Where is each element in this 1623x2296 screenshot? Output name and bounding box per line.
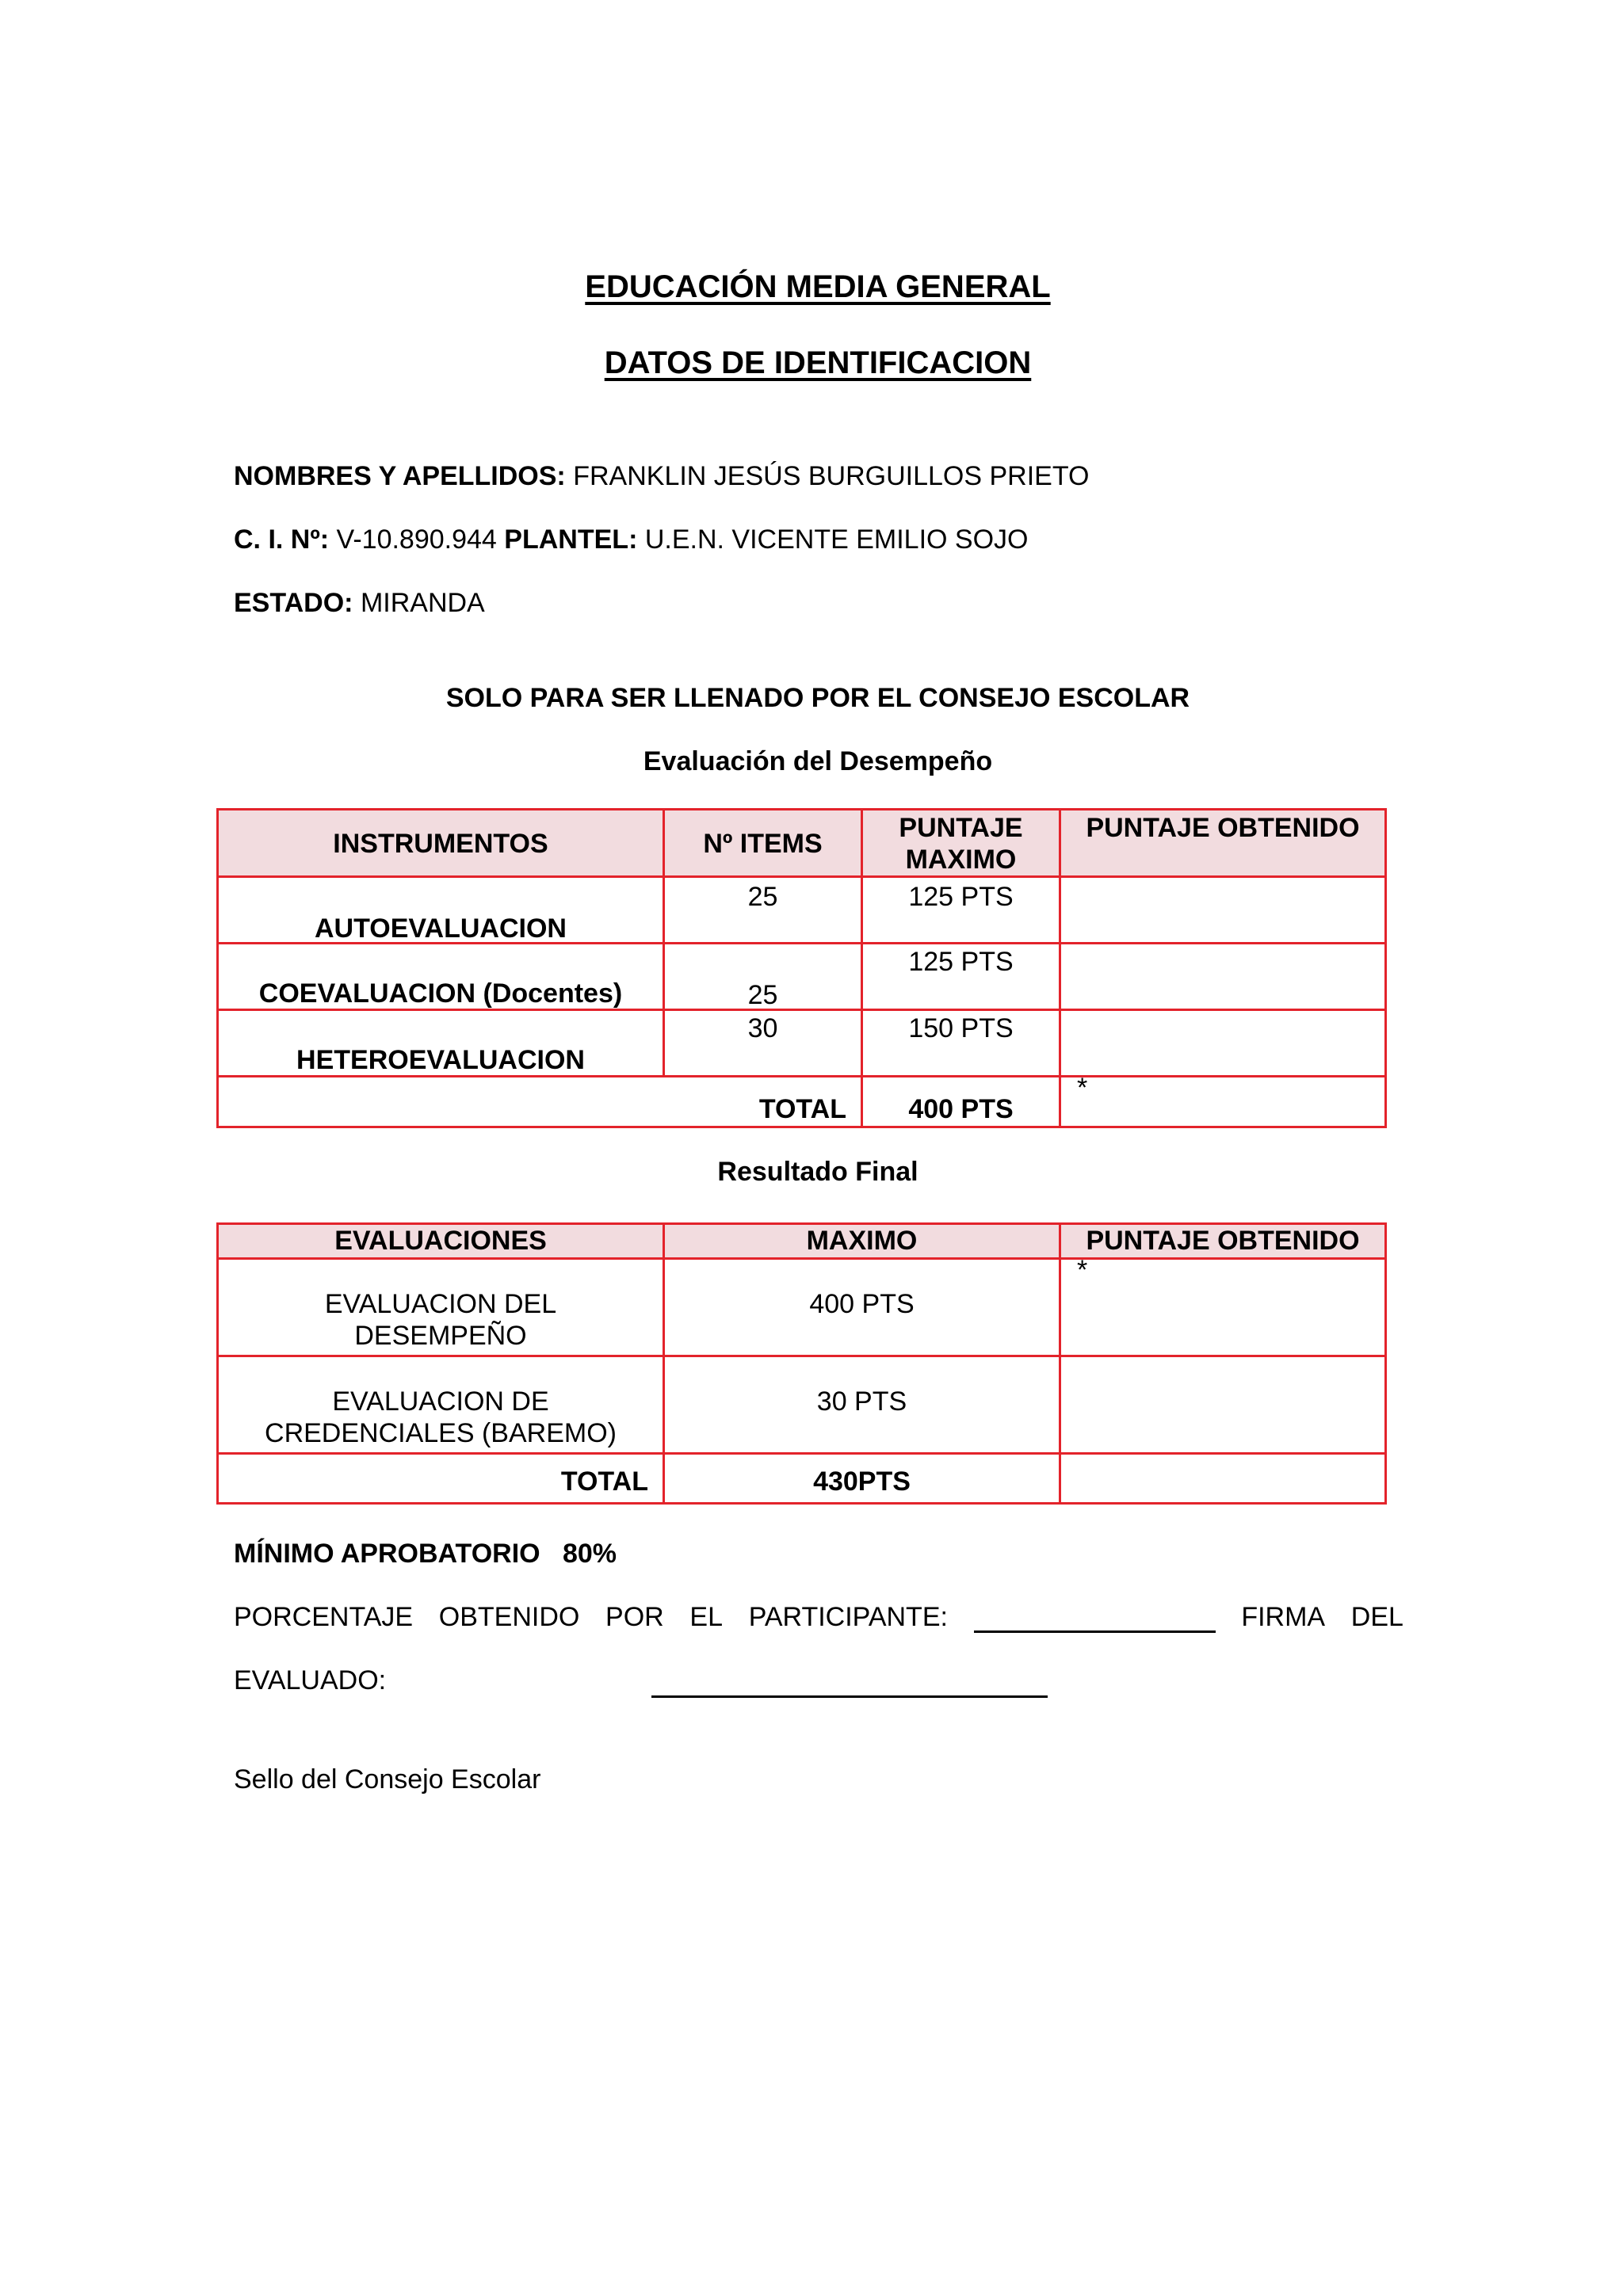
header-max-line2: MAXIMO	[905, 845, 1017, 875]
evaluation-name-line1: EVALUACION DEL	[324, 1289, 557, 1319]
table-row	[218, 877, 1386, 944]
table-row	[218, 1010, 1386, 1077]
ci-label: C. I. Nº:	[234, 524, 330, 555]
header-items-cell	[664, 810, 862, 877]
minimum-value: 80%	[562, 1539, 617, 1569]
signature-blank-field[interactable]	[651, 1667, 1048, 1698]
instrument-max: 125 PTS	[908, 882, 1014, 912]
obtained-score-cell	[1060, 877, 1386, 944]
evaluation-name-line2: CREDENCIALES (BAREMO)	[265, 1418, 617, 1448]
final-obtained-cell	[1060, 1255, 1386, 1356]
evaluation-name-line1: EVALUACION DE	[332, 1386, 549, 1417]
total-max: 400 PTS	[908, 1094, 1014, 1124]
header-items: Nº ITEMS	[703, 829, 823, 859]
table-row	[218, 944, 1386, 1010]
final-obtained-cell	[1060, 1356, 1386, 1454]
total-label: TOTAL	[758, 1094, 846, 1124]
header-final-max: MAXIMO	[806, 1226, 918, 1256]
header-max-cell	[862, 810, 1060, 877]
document-title: EDUCACIÓN MEDIA GENERAL	[585, 269, 1051, 304]
instrument-items: 25	[747, 980, 778, 1010]
final-header-row	[218, 1224, 1386, 1259]
instrument-items: 25	[747, 882, 778, 912]
evaluation-name-line2: DESEMPEÑO	[354, 1321, 527, 1351]
percent-word: POR	[605, 1602, 664, 1632]
header-obtained: PUNTAJE OBTENIDO	[1086, 813, 1360, 843]
table-row	[218, 1259, 1386, 1356]
estado-label: ESTADO:	[234, 588, 353, 618]
minimum-label: MÍNIMO APROBATORIO	[234, 1539, 540, 1569]
instrument-name: COEVALUACION (Docentes)	[258, 978, 623, 1009]
evaluation-mark: *	[1077, 1255, 1088, 1285]
header-instruments: INSTRUMENTOS	[333, 829, 548, 859]
instrument-max: 150 PTS	[908, 1013, 1014, 1043]
percentage-signature-line	[234, 1602, 1403, 1633]
evaluation-max: 30 PTS	[816, 1386, 907, 1417]
plantel-value: U.E.N. VICENTE EMILIO SOJO	[644, 524, 1029, 555]
final-total-obtained-cell	[1060, 1454, 1386, 1504]
seal-label: Sello del Consejo Escolar	[234, 1764, 541, 1794]
percent-word: EL	[689, 1602, 723, 1632]
instrument-name: AUTOEVALUACION	[315, 913, 567, 944]
ci-value: V-10.890.944	[336, 524, 497, 555]
final-result-heading: Resultado Final	[717, 1157, 918, 1187]
estado-value: MIRANDA	[360, 588, 485, 618]
performance-table	[216, 808, 1387, 1128]
percent-word: OBTENIDO	[438, 1602, 580, 1632]
names-label: NOMBRES Y APELLIDOS:	[234, 461, 566, 491]
final-total-max: 430PTS	[813, 1466, 911, 1497]
evaluation-max: 400 PTS	[809, 1289, 915, 1319]
obtained-score-cell	[1060, 1010, 1386, 1077]
header-max-line1: PUNTAJE	[899, 813, 1023, 843]
minimum-passing	[234, 1539, 617, 1569]
performance-total-row	[218, 1077, 1386, 1127]
percentage-blank-field[interactable]	[974, 1604, 1216, 1633]
estado-field	[234, 588, 485, 619]
council-heading: SOLO PARA SER LLENADO POR EL CONSEJO ESCOLAR	[445, 683, 1190, 713]
header-instruments-cell	[218, 810, 664, 877]
signature-word: DEL	[1350, 1602, 1403, 1632]
evaluated-line	[234, 1665, 386, 1696]
instrument-name: HETEROEVALUACION	[296, 1045, 585, 1075]
section-title-identification: DATOS DE IDENTIFICACION	[604, 345, 1032, 380]
evaluated-label: EVALUADO:	[234, 1665, 387, 1695]
header-final-obtained: PUNTAJE OBTENIDO	[1086, 1226, 1360, 1256]
signature-word: FIRMA	[1241, 1602, 1326, 1632]
plantel-label: PLANTEL:	[504, 524, 638, 555]
table-row	[218, 1356, 1386, 1454]
performance-header-row	[218, 810, 1386, 877]
header-evaluations: EVALUACIONES	[334, 1226, 547, 1256]
names-value: FRANKLIN JESÚS BURGUILLOS PRIETO	[573, 461, 1090, 491]
header-obtained-cell	[1060, 810, 1386, 877]
final-result-table	[216, 1222, 1387, 1505]
obtained-score-cell	[1060, 944, 1386, 1010]
performance-subheading: Evaluación del Desempeño	[643, 746, 993, 776]
instrument-items: 30	[747, 1013, 778, 1043]
final-total-label: TOTAL	[560, 1466, 648, 1497]
percent-word: PORCENTAJE	[234, 1602, 414, 1632]
total-mark: *	[1077, 1073, 1088, 1103]
ci-plantel-field	[234, 524, 1028, 555]
names-field	[234, 461, 1089, 492]
instrument-max: 125 PTS	[908, 947, 1014, 977]
final-total-row	[218, 1454, 1386, 1504]
percent-word: PARTICIPANTE:	[748, 1602, 948, 1632]
